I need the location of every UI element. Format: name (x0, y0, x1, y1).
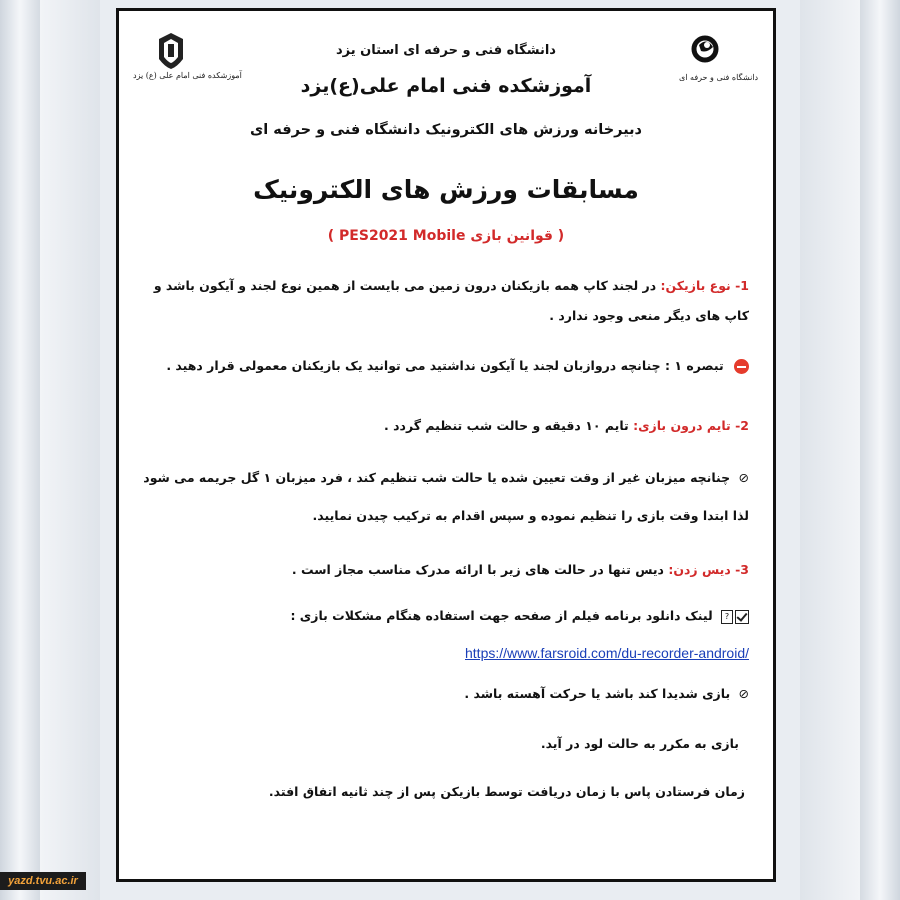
rule-heading: 2- تایم درون بازی: (633, 418, 749, 433)
page-subtitle: ( قوانین بازی PES2021 Mobile ) (327, 228, 565, 244)
stripe (40, 0, 100, 900)
stripe (800, 0, 860, 900)
unknown-glyph-icon: ? (721, 610, 733, 624)
rule-3-item (141, 679, 749, 709)
secretariat-name: دبیرخانه ورزش های الکترونیک دانشگاه فنی و حرفه ای (249, 122, 643, 138)
rule-1 (141, 271, 749, 331)
item-text: بازی شدیدا کند باشد یا حرکت آهسته باشد . (464, 686, 731, 701)
university-name: دانشگاه فنی و حرفه ای استان یزد (336, 43, 556, 58)
university-logo-caption: دانشگاه فنی و حرفه ای (679, 73, 759, 82)
page-title: مسابقات ورزش های الکترونیک (253, 175, 639, 204)
checkbox-icon (735, 610, 749, 624)
rule-heading: 3- دیس زدن: (668, 562, 749, 577)
school-name: آموزشکده فنی امام علی(ع)یزد (300, 75, 592, 97)
prohibited-icon: ⊘ (738, 686, 749, 701)
rule-text: در لجند کاپ همه بازیکنان درون زمین می بایست از همین نوع لجند و آیکون باشد و کاپ های دیگر منعی وجود ندارد . (153, 278, 749, 323)
rule-heading: 1- نوع بازیکن: (660, 278, 749, 293)
item-text: زمان فرستادن پاس با زمان دریافت توسط بازیکن پس از چند ثانیه اتفاق افتد. (268, 784, 745, 799)
stop-icon (734, 359, 749, 374)
rule-text: دیس تنها در حالت های زیر با ارائه مدرک مناسب مجاز است . (291, 562, 664, 577)
school-logo-caption: آموزشکده فنی امام علی (ع) یزد (133, 71, 242, 80)
rule-text: تایم ۱۰ دقیقه و حالت شب تنظیم گردد . (384, 418, 629, 433)
rule-2 (141, 411, 749, 441)
rule-1-note (141, 351, 749, 381)
rule-3-item (141, 601, 749, 631)
prohibited-icon: ⊘ (738, 470, 749, 485)
item-text: بازی به مکرر به حالت لود در آید. (540, 736, 739, 751)
download-link[interactable]: https://www.farsroid.com/du-recorder-android/ (465, 645, 749, 661)
rule-3-item (141, 729, 739, 759)
stripe (0, 0, 40, 900)
item-text: لینک دانلود برنامه فیلم از صفحه جهت استفاده هنگام مشکلات بازی : (290, 608, 713, 623)
rule-3-item (141, 777, 745, 807)
site-watermark: yazd.tvu.ac.ir (0, 872, 86, 890)
note-text: تبصره ۱ : چنانچه دروازبان لجند یا آیکون نداشتید می توانید یک بازیکنان معمولی قرار دهید . (166, 358, 724, 373)
rule-3 (141, 555, 749, 585)
rule-2-note (141, 459, 749, 535)
note-text: چنانچه میزبان غیر از وقت تعیین شده یا حالت شب تنظیم کند ، فرد میزبان ۱ گل جریمه می شود لذا ابتدا وقت بازی را تنظیم نموده و سپس اقدام به ترکیب چیدن نمایید. (143, 470, 749, 523)
stripe (860, 0, 900, 900)
document-page (116, 8, 776, 882)
